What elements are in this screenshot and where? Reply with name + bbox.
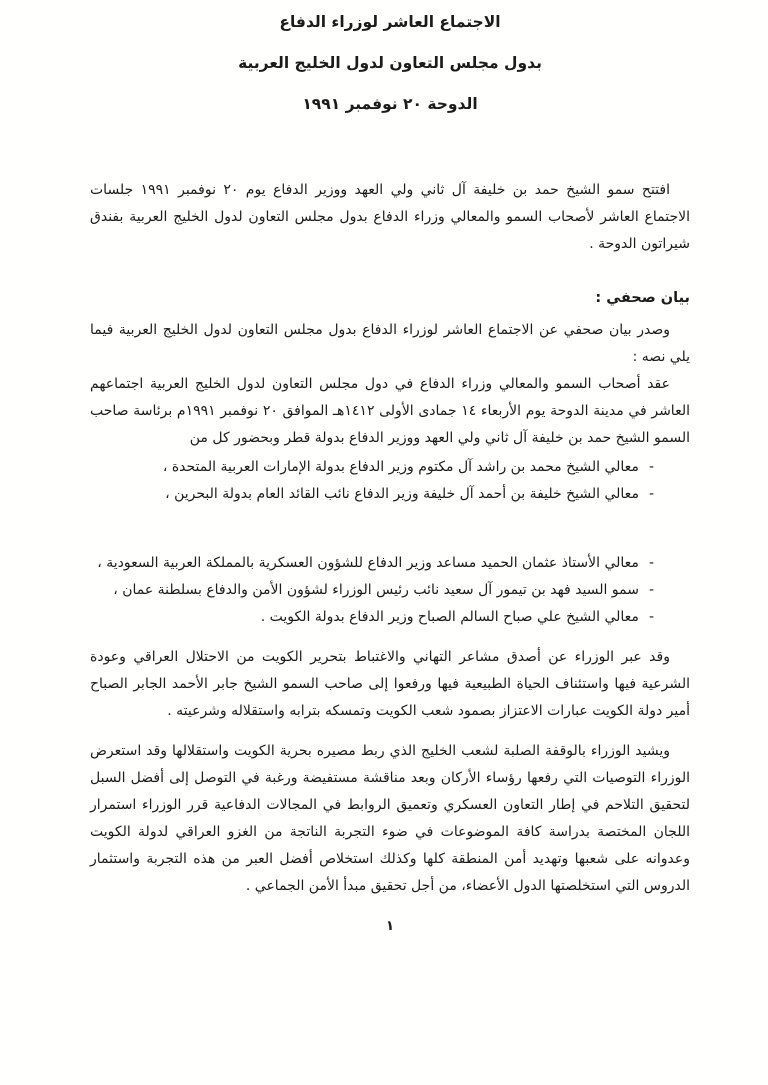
- congratulations-paragraph: وقد عبر الوزراء عن أصدق مشاعر التهاني والاغتباط بتحرير الكويت من الاحتلال العراقي وعودة الشرعية فيها واستئناف الحياة الطبيعية فيها ورفعوا إلى صاحب السمو الشيخ جابر الأحمد الجابر الصباح أمير دولة الكويت عبارات الاعتزاز بصمود شعب الكويت وتمسكه بترابه واستقلاله وشرعيته .: [90, 649, 690, 719]
- opening-paragraph: افتتح سمو الشيخ حمد بن خليفة آل ثاني ولي العهد ووزير الدفاع يوم ٢٠ نوفمبر ١٩٩١ جلسات الاجتماع العاشر لأصحاب السمو والمعالي وزراء الدفاع بدول مجلس التعاون لدول الخليج العربية بفندق شيراتون الدوحة .: [90, 182, 690, 252]
- list-item: [90, 481, 654, 508]
- list-item: [90, 550, 654, 577]
- dash-marker: -: [648, 459, 654, 475]
- dash-marker: -: [648, 555, 654, 571]
- dash-marker: -: [648, 582, 654, 598]
- attendee-oman: سمو السيد فهد بن تيمور آل سعيد نائب رئيس الوزراء لشؤون الأمن والدفاع بسلطنة عمان ،: [113, 582, 639, 598]
- document-title-block: [90, 12, 690, 115]
- statement-intro-paragraph: وصدر بيان صحفي عن الاجتماع العاشر لوزراء الدفاع بدول مجلس التعاون لدول الخليج العربية فيما يلي نصه :: [90, 322, 690, 365]
- decisions-paragraph: ويشيد الوزراء بالوقفة الصلبة لشعب الخليج الذي ربط مصيره بحرية الكويت واستقلالها وقد استعرض الوزراء التوصيات التي رفعها رؤساء الأركان وبعد مناقشة مستفيضة ورغبة في التوصل إلى أفضل السبل لتحقيق التلاحم في إطار التعاون العسكري وتعميق الروابط في المجالات الدفاعية قرر الوزراء استمرار اللجان المختصة بدراسة كافة الموضوعات في ضوء التجربة الناتجة من الغزو العراقي لدولة الكويت وعدوانه على شعبها وتهديد أمن المنطقة كلها وكذلك استخلاص أفضل العبر من هذه التجربة واستثمار الدروس التي استخلصتها الدول الأعضاء، من أجل تحقيق مبدأ الأمن الجماعي .: [90, 743, 690, 894]
- title-line-council: بدول مجلس التعاون لدول الخليج العربية: [238, 54, 542, 72]
- dash-marker: -: [648, 609, 654, 625]
- title-line-meeting: الاجتماع العاشر لوزراء الدفاع: [279, 13, 501, 31]
- list-item: [90, 454, 654, 481]
- title-line-date: الدوحة ٢٠ نوفمبر ١٩٩١: [302, 95, 478, 113]
- attendees-list-group-2: [90, 550, 690, 631]
- attendee-bahrain: معالي الشيخ خليفة بن أحمد آل خليفة وزير الدفاع نائب القائد العام بدولة البحرين ،: [165, 486, 639, 502]
- attendee-uae: معالي الشيخ محمد بن راشد آل مكتوم وزير الدفاع بدولة الإمارات العربية المتحدة ،: [162, 459, 639, 475]
- page-number: ١: [385, 918, 395, 934]
- attendee-saudi-arabia: معالي الأستاذ عثمان الحميد مساعد وزير الدفاع للشؤون العسكرية بالمملكة العربية السعودية ،: [97, 555, 639, 571]
- attendee-kuwait: معالي الشيخ علي صباح السالم الصباح وزير الدفاع بدولة الكويت .: [260, 609, 639, 625]
- list-item: [90, 577, 654, 604]
- meeting-paragraph: عقد أصحاب السمو والمعالي وزراء الدفاع في دول مجلس التعاون لدول الخليج العربية اجتماعهم العاشر في مدينة الدوحة يوم الأربعاء ١٤ جمادى الأولى ١٤١٢هـ الموافق ٢٠ نوفمبر ١٩٩١م برئاسة صاحب السمو الشيخ حمد بن خليفة آل ثاني ولي العهد ووزير الدفاع بدولة قطر وبحضور كل من: [90, 376, 690, 446]
- press-statement-heading: بيان صحفي :: [595, 290, 690, 306]
- attendees-list-group-1: [90, 454, 690, 508]
- list-item: [90, 604, 654, 631]
- dash-marker: -: [648, 486, 654, 502]
